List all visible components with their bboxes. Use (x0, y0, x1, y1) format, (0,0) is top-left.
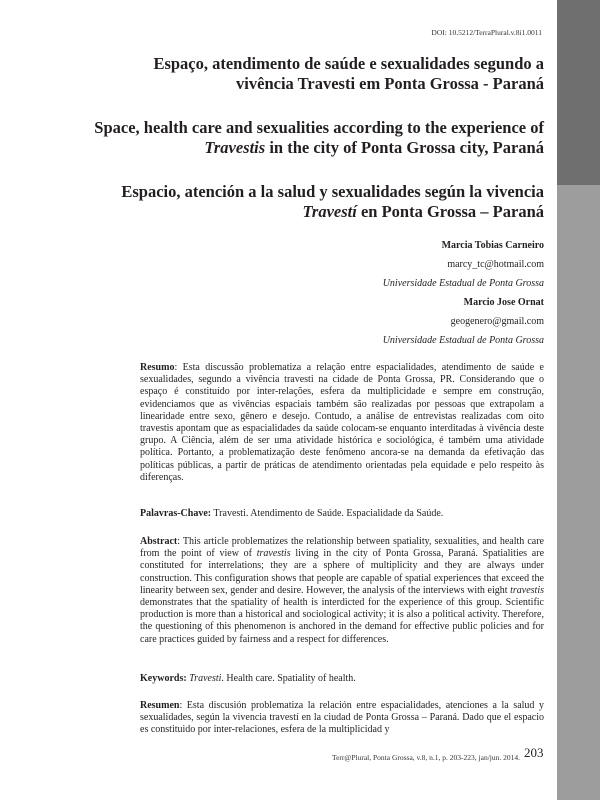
keywords-label: Keywords: (140, 673, 187, 684)
resumo-label: Resumo (140, 362, 175, 373)
palavras-chave-label: Palavras-Chave: (140, 508, 212, 519)
resumen-text: : Esta discusión problematiza la relación entre espacialidades, atenciones a la salud y sexualidades, según la vivencia travestí en la ciudad de Ponta Grossa – Paraná. Dado que el espacio es constituido por inter-relaciones, esfera de la multiplicidad y (140, 700, 544, 736)
author-1-name: Marcia Tobias Carneiro (441, 240, 544, 251)
abstract-text-b: living in the city of Ponta Grossa, Paraná. Spatialities are constituted for interrelations; they are a sphere of multiplicity and they are always under construction. This configuration shows that people are capable of spatial experiences that exceed the linearity between sex, gender and desire. However, the analysis of the interviews with eight (140, 548, 545, 596)
author-2-email: geogenero@gmail.com (450, 316, 544, 327)
title-en-rest: in the city of Ponta Grossa city, Paraná (265, 138, 544, 157)
title-pt-line-2: vivência Travesti em Ponta Grossa - Paraná (236, 74, 544, 93)
title-spanish (60, 182, 544, 222)
side-band-top (557, 0, 600, 185)
page-number: 203 (524, 745, 544, 760)
abstract-italic-a: travestis (256, 548, 291, 560)
author-2-affiliation: Universidade Estadual de Ponta Grossa (382, 335, 544, 346)
title-es-italic: Travestí (302, 202, 357, 221)
doi: DOI: 10.5212/TerraPlural.v.8i1.0011 (431, 28, 542, 37)
palavras-chave-section (140, 508, 544, 520)
title-es-line-2 (60, 202, 544, 222)
keywords-section (140, 673, 544, 685)
palavras-chave-text: Travesti. Atendimento de Saúde. Espacialidade da Saúde. (211, 508, 444, 519)
author-1-email: marcy_tc@hotmail.com (447, 259, 544, 270)
keywords-text: . Health care. Spatiality of health. (221, 673, 356, 684)
abstract-italic-b: travestis (510, 584, 544, 596)
title-english (60, 118, 544, 158)
title-es-line-1: Espacio, atención a la salud y sexualidades según la vivencia (121, 182, 544, 201)
author-2-name: Marcio Jose Ornat (463, 297, 544, 308)
resumen-label: Resumen (140, 700, 180, 711)
abstract-text-c: demonstrates that the spatiality of health is interdicted for the experience of this group. Scientific production is more than a historical and sociological activity; it is also a political activity. Therefore, the questioning of this phenomenon is anchored in the demand for effective public policies and for care practices guided by fairness and a respect for differences. (140, 597, 544, 645)
abstract-section (140, 536, 544, 646)
resumo-section (140, 362, 544, 484)
title-en-line-1: Space, health care and sexualities according to the experience of (94, 118, 544, 137)
title-pt-line-1: Espaço, atendimento de saúde e sexualidades segundo a (153, 54, 544, 73)
resumo-text: : Esta discussão problematiza a relação entre espacialidades, atendimento de saúde e sexualidades, segundo a vivência travesti na cidade de Ponta Grossa, PR. Considerando que o espaço é constituído por inter-relações, esfera da multiplicidade e sempre em construção, evidenciamos que as vivências espaciais também são realizadas por pessoas que extrapolam a linearidade entre sexo, gênero e desejo. Contudo, a análise de entrevistas realizadas com oito travestis apontam que as espacialidades da saúde colocam-se enquanto interditadas à vivência deste grupo. A Ciência, além de ser uma atividade histórica e sociológica, é também uma atividade política. Portanto, a problematização deste fenômeno ancora-se na demanda da efetivação das políticas públicas, a partir de práticas de atendimento orientadas pela equidade e pelo respeito às diferenças. (140, 362, 544, 483)
title-en-italic: Travestis (204, 138, 266, 157)
author-1-affiliation: Universidade Estadual de Ponta Grossa (382, 278, 544, 289)
resumen-section (140, 700, 544, 746)
title-es-rest: en Ponta Grossa – Paraná (356, 202, 544, 221)
title-portuguese (60, 54, 544, 94)
abstract-text-a: : This article problematizes the relationship between spatiality, sexualities, and health care from the point of view of (140, 536, 544, 560)
footer-citation: Terr@Plural, Ponta Grossa, v.8, n.1, p. 203-223, jan/jun. 2014. (332, 753, 520, 762)
abstract-label: Abstract (140, 536, 178, 547)
title-en-line-2 (60, 138, 544, 158)
keywords-italic: Travesti (189, 673, 222, 684)
authors-block (300, 236, 544, 350)
